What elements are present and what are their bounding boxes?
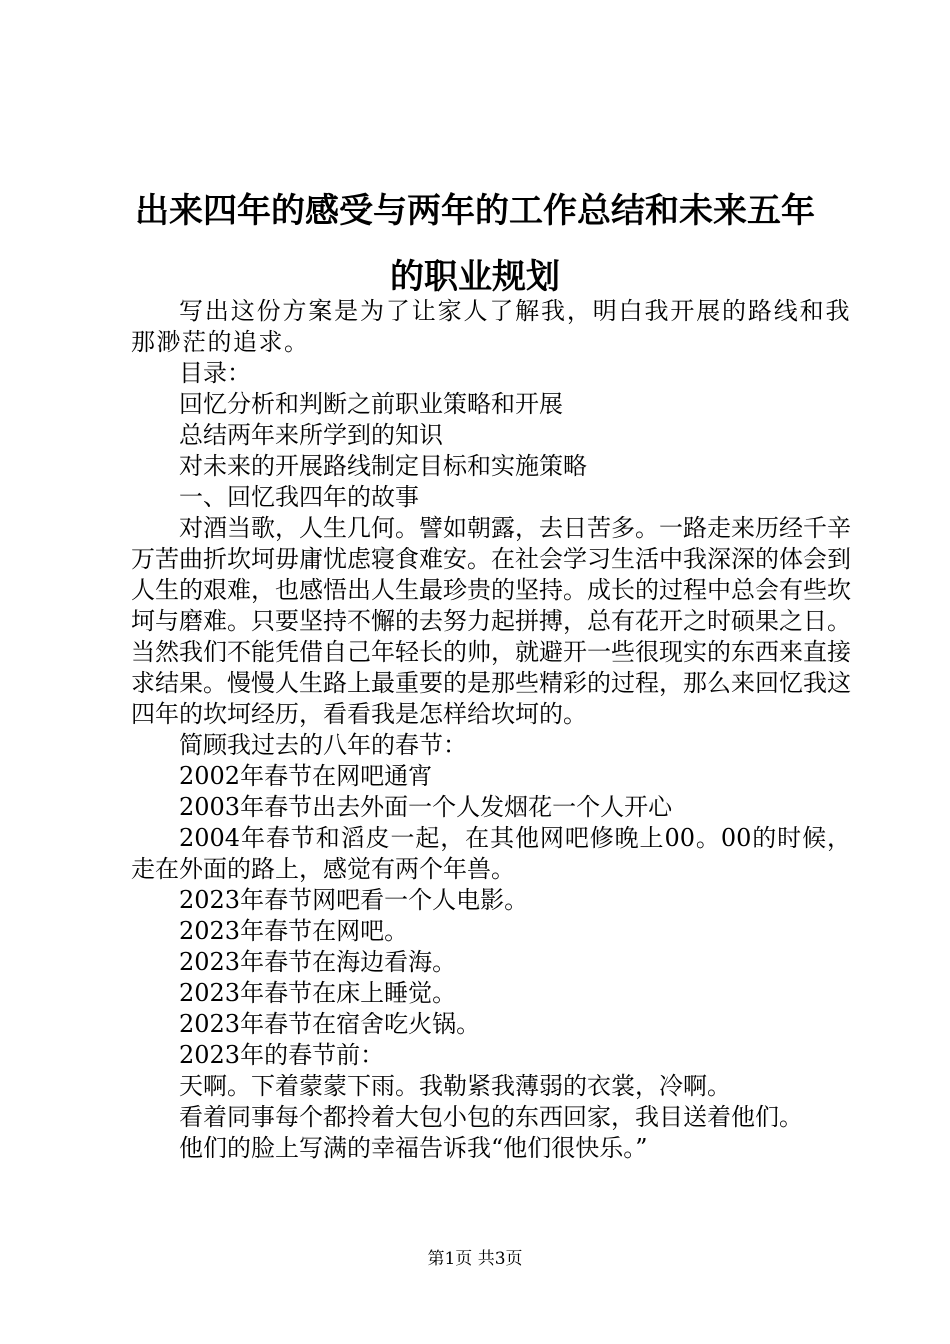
toc-heading: 目录： <box>179 359 251 387</box>
list-item: 2023年春节在网吧。 <box>179 917 409 945</box>
spring-festival-heading: 简顾我过去的八年的春节： <box>179 731 467 759</box>
section-heading: 一、回忆我四年的故事 <box>179 483 419 511</box>
body-line: 天啊。下着蒙蒙下雨。我勒紧我薄弱的衣裳，冷啊。 <box>179 1072 731 1100</box>
body-line: 他们的脸上写满的幸福告诉我“他们很快乐。” <box>179 1134 648 1162</box>
body-line: 看着同事每个都拎着大包小包的东西回家，我目送着他们。 <box>179 1103 803 1131</box>
intro-paragraph: 写出这份方案是为了让家人了解我，明白我开展的路线和我那渺茫的追求。 <box>131 297 851 356</box>
list-item: 2023年春节在床上睡觉。 <box>179 979 457 1007</box>
list-item: 2023年春节在海边看海。 <box>179 948 457 976</box>
page-number-footer: 第1页 共3页 <box>427 1249 523 1269</box>
title-line-1: 出来四年的感受与两年的工作总结和未来五年 <box>135 191 815 231</box>
list-item: 2023年春节在宿舍吃火锅。 <box>179 1010 481 1038</box>
document-title <box>100 178 850 310</box>
title-line-2: 的职业规划 <box>390 257 560 297</box>
list-item: 2003年春节出去外面一个人发烟花一个人开心 <box>179 793 673 821</box>
story-paragraph: 对酒当歌，人生几何。譬如朝露，去日苦多。一路走来历经千辛万苦曲折坎坷毋庸忧虑寝食难安。在社会学习生活中我深深的体会到人生的艰难，也感悟出人生最珍贵的坚持。成长的过程中总会有些坎坷与磨难。只要坚持不懈的去努力起拼搏，总有花开之时硕果之日。当然我们不能凭借自己年轻长的帅，就避开一些很现实的东西来直接求结果。慢慢人生路上最重要的是那些精彩的过程，那么来回忆我这四年的坎坷经历，看看我是怎样给坎坷的。 <box>131 514 851 728</box>
document-body <box>131 296 851 1164</box>
list-item: 2002年春节在网吧通宵 <box>179 762 433 790</box>
toc-item: 总结两年来所学到的知识 <box>179 421 443 449</box>
list-item: 2004年春节和滔皮一起，在其他网吧修晚上00。00的时候，走在外面的路上，感觉有两个年兽。 <box>131 824 851 883</box>
toc-item: 回忆分析和判断之前职业策略和开展 <box>179 390 563 418</box>
list-item: 2023年春节网吧看一个人电影。 <box>179 886 529 914</box>
list-item: 2023年的春节前： <box>179 1041 385 1069</box>
toc-item: 对未来的开展路线制定目标和实施策略 <box>179 452 587 480</box>
